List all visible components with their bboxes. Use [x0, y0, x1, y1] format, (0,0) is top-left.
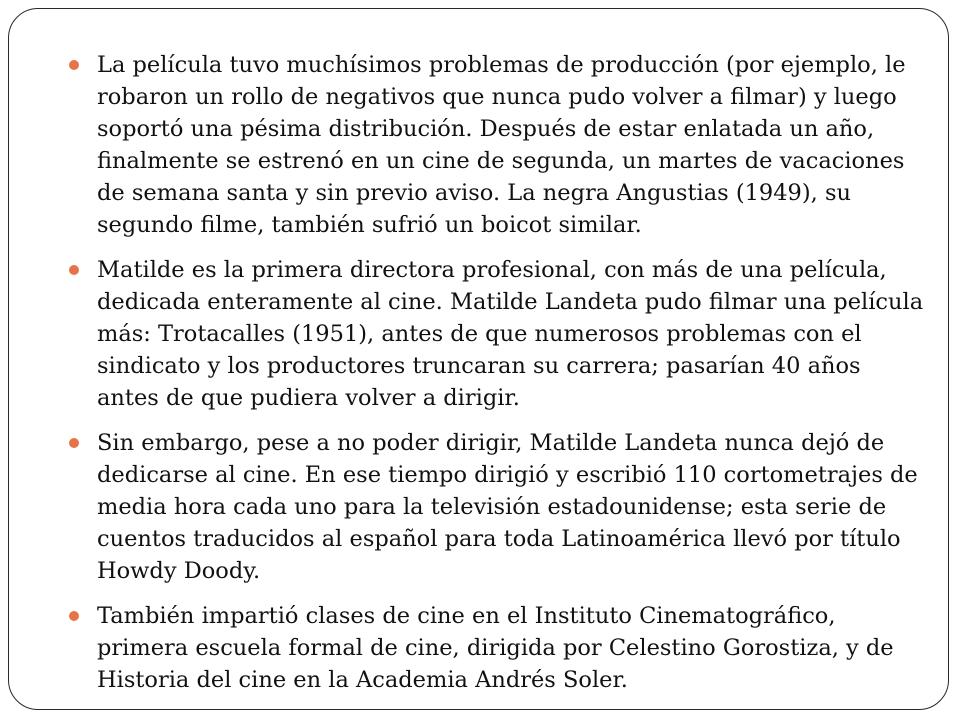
bullet-text: Sin embargo, pese a no poder dirigir, Matilde Landeta nunca dejó de dedicarse al cine. En ese tiempo dirigió y escribió 110 cortometrajes de media hora cada uno para la televisión estadounidense; esta serie de cuentos traducidos al español para toda Latinoamérica llevó por título Howdy Doody.: [97, 430, 918, 584]
bullet-dot-icon: [69, 611, 79, 621]
bullet-dot-icon: [69, 265, 79, 275]
bullet-text: La película tuvo muchísimos problemas de producción (por ejemplo, le robaron un rollo de negativos que nunca pudo volver a filmar) y luego soportó una pésima distribución. Después de estar enlatada un año, finalmente se estrenó en un cine de segunda, un martes de vacaciones de semana santa y sin previo aviso. La negra Angustias (1949), su segundo filme, también sufrió un boicot similar.: [97, 52, 906, 238]
bullet-item: [69, 49, 929, 241]
slide-frame: [8, 8, 949, 710]
bullet-dot-icon: [69, 60, 79, 70]
bullet-text: También impartió clases de cine en el Instituto Cinematográfico, primera escuela formal de cine, dirigida por Celestino Gorostiza, y de Historia del cine en la Academia Andrés Soler.: [97, 603, 894, 693]
bullet-dot-icon: [69, 438, 79, 448]
bullet-list: [69, 49, 929, 709]
bullet-item: [69, 600, 929, 696]
bullet-item: [69, 427, 929, 587]
bullet-text: Matilde es la primera directora profesional, con más de una película, dedicada enteramente al cine. Matilde Landeta pudo filmar una película más: Trotacalles (1951), antes de que numerosos problemas con el sindicato y los productores truncaran su carrera; pasarían 40 años antes de que pudiera volver a dirigir.: [97, 257, 924, 411]
bullet-item: [69, 254, 929, 414]
